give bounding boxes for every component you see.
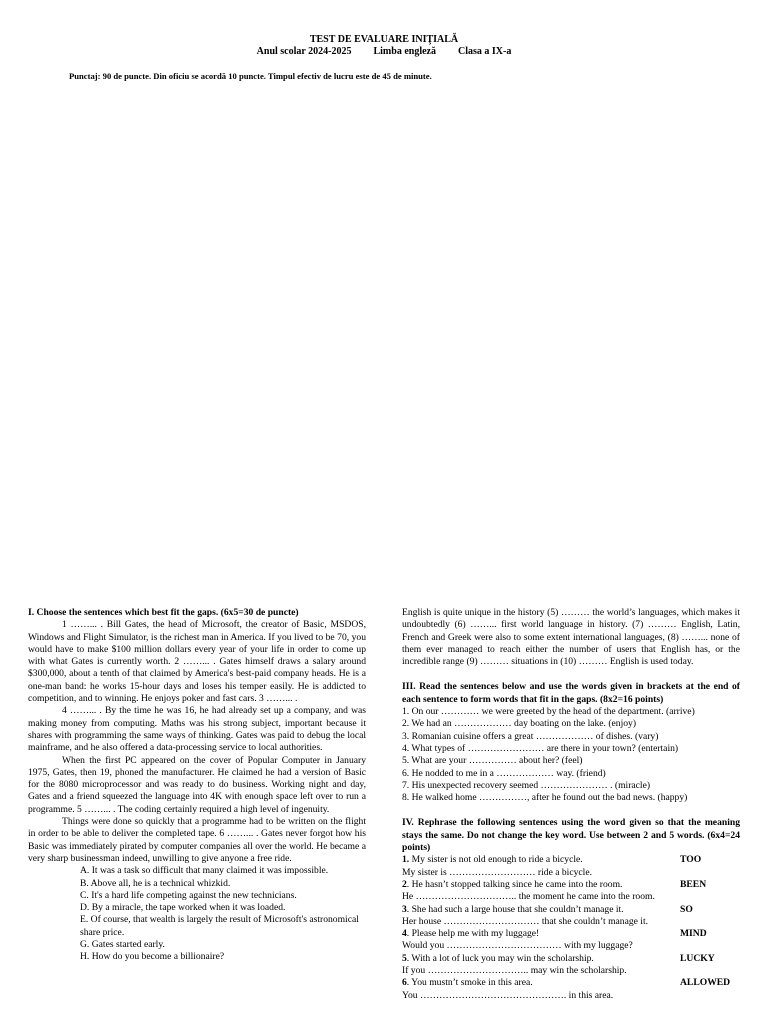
option-a: A. It was a task so difficult that many claimed it was impossible. (80, 865, 329, 877)
subject: Limba engleză (373, 46, 436, 57)
left-column (28, 607, 366, 964)
test-title: TEST DE EVALUARE INIŢIALĂ (309, 34, 459, 45)
right-column (402, 607, 740, 1002)
keyword: ALLOWED (680, 977, 731, 989)
rephrase-answer: My sister is ……………………… ride a bicycle. (402, 866, 592, 878)
list-item: 8. He walked home ……………, after he found out the bad news. (happy) (402, 792, 688, 804)
list-item: 1. On our ………… we were greeted by the head of the department. (arrive) (402, 706, 695, 718)
keyword: SO (680, 903, 693, 915)
exercise-1-options (28, 865, 366, 963)
exercise-4-items (402, 854, 740, 1002)
keyword: TOO (680, 854, 702, 866)
keyword: LUCKY (680, 952, 715, 964)
rephrase-item: 3. She had such a large house that she couldn’t manage it. SO (402, 903, 693, 915)
list-item: 7. His unexpected recovery seemed ………………… . (miracle) (402, 779, 651, 791)
exercise-1-paragraph-4: Things were done so quickly that a programme had to be written on the flight in order to be able to deliver the completed tape. 6 ……... . Gates never forgot how his Basic was immediately pirated by computer companies all over the world. He became a very sharp businessman indeed, unwilling to give anyone a free ride. (28, 816, 366, 864)
keyword: MIND (680, 928, 707, 940)
exercise-3-items (402, 706, 740, 804)
rephrase-answer: Her house ………………………… that she couldn’t manage it. (402, 915, 649, 927)
rephrase-item: 6. You mustn’t smoke in this area. ALLOWED (402, 977, 731, 989)
exercise-3-heading: III. Read the sentences below and use the words given in brackets at the end of each sentence to form words that fit in the gaps. (8x2=16 points) (402, 681, 740, 705)
grade: Clasa a IX-a (457, 46, 512, 57)
list-item: 6. He nodded to me in a ……………… way. (friend) (402, 767, 606, 779)
test-header (0, 34, 768, 58)
option-b: B. Above all, he is a technical whizkid. (80, 877, 231, 889)
rephrase-item: 1. My sister is not old enough to ride a bicycle. TOO (402, 854, 702, 866)
list-item: 3. Romanian cuisine offers a great ……………… of dishes. (vary) (402, 730, 659, 742)
list-item: 2. We had an ……………… day boating on the lake. (enjoy) (402, 718, 637, 730)
option-c: C. It's a hard life competing against the new technicians. (80, 889, 297, 901)
keyword: BEEN (680, 878, 707, 890)
rephrase-answer: Would you ……………………………… with my luggage? (402, 940, 633, 952)
exercise-2-text: English is quite unique in the history (5) ……… the world’s languages, which makes it undoubtedly (6) ……... first world language in history. (7) ……… English, Latin, French and Greek were also to some extent international languages, (8) ……... none of them ever managed to reach either the number of users that English has, or the incredible range (9) ……… situations in (10) ……… English is used today. (402, 607, 740, 668)
exercise-1-paragraph-1: 1 ……... . Bill Gates, the head of Microsoft, the creator of Basic, MSDOS, Windows and Flight Simulator, is the richest man in America. If you lived to be 70, you would have to make $100 million dollars every year of your life in order to come up with what Gates is currently worth. 2 ……... . Gates himself draws a salary around $300,000, about a tenth of that claimed by America's best-paid company heads. He is a one-man band: he works 15-hour days and loses his temper easily. He is addicted to competition, and to winning. He enjoys poker and fast cars. 3 ……... . (28, 619, 366, 705)
exercise-1-heading: I. Choose the sentences which best fit the gaps. (6x5=30 de puncte) (28, 607, 299, 618)
rephrase-item: 4. Please help me with my luggage! MIND (402, 928, 707, 940)
exercise-1-paragraph-3: When the first PC appeared on the cover of Popular Computer in January 1975, Gates, then 19, phoned the manufacturer. He claimed he had a version of Basic for the 8080 microprocessor and was ready to do business. Working night and day, Gates and a friend squeezed the language into 4K with enough space left over to run a programme. 5 ……... . The coding certainly required a high level of ingenuity. (28, 754, 366, 815)
school-year: Anul scolar 2024-2025 (256, 46, 352, 57)
exercise-4-heading: IV. Rephrase the following sentences using the word given so that the meaning stays the same. Do not change the key word. Use between 2 and 5 words. (6x4=24 points) (402, 817, 740, 854)
exercise-1-paragraph-2: 4 ……... . By the time he was 16, he had already set up a company, and was making money from computing. Maths was his strong subject, important because it shares with programming the same ways of thinking. Gates was paid to debug the local mainframe, and he also offered a data-processing service to local authorities. (28, 705, 366, 754)
rephrase-answer: He ………………………….. the moment he came into the room. (402, 891, 655, 903)
option-d: D. By a miracle, the tape worked when it was loaded. (80, 902, 286, 914)
test-subtitle (0, 46, 768, 58)
rephrase-answer: You ………………………………………. in this area. (402, 989, 614, 1001)
option-h: H. How do you become a billionaire? (80, 951, 225, 963)
rephrase-item: 2. He hasn’t stopped talking since he came into the room. BEEN (402, 878, 707, 890)
option-g: G. Gates started early. (80, 939, 165, 951)
rephrase-item: 5. With a lot of luck you may win the scholarship. LUCKY (402, 952, 715, 964)
list-item: 4. What types of …………………… are there in your town? (entertain) (402, 742, 679, 754)
list-item: 5. What are your …………… about her? (feel) (402, 755, 583, 767)
rephrase-answer: If you ………………………….. may win the scholarship. (402, 965, 627, 977)
score-info: Punctaj: 90 de puncte. Din oficiu se acordă 10 puncte. Timpul efectiv de lucru este de 45 de minute. (69, 71, 432, 81)
option-e: E. Of course, that wealth is largely the result of Microsoft's astronomical share price. (80, 914, 359, 938)
